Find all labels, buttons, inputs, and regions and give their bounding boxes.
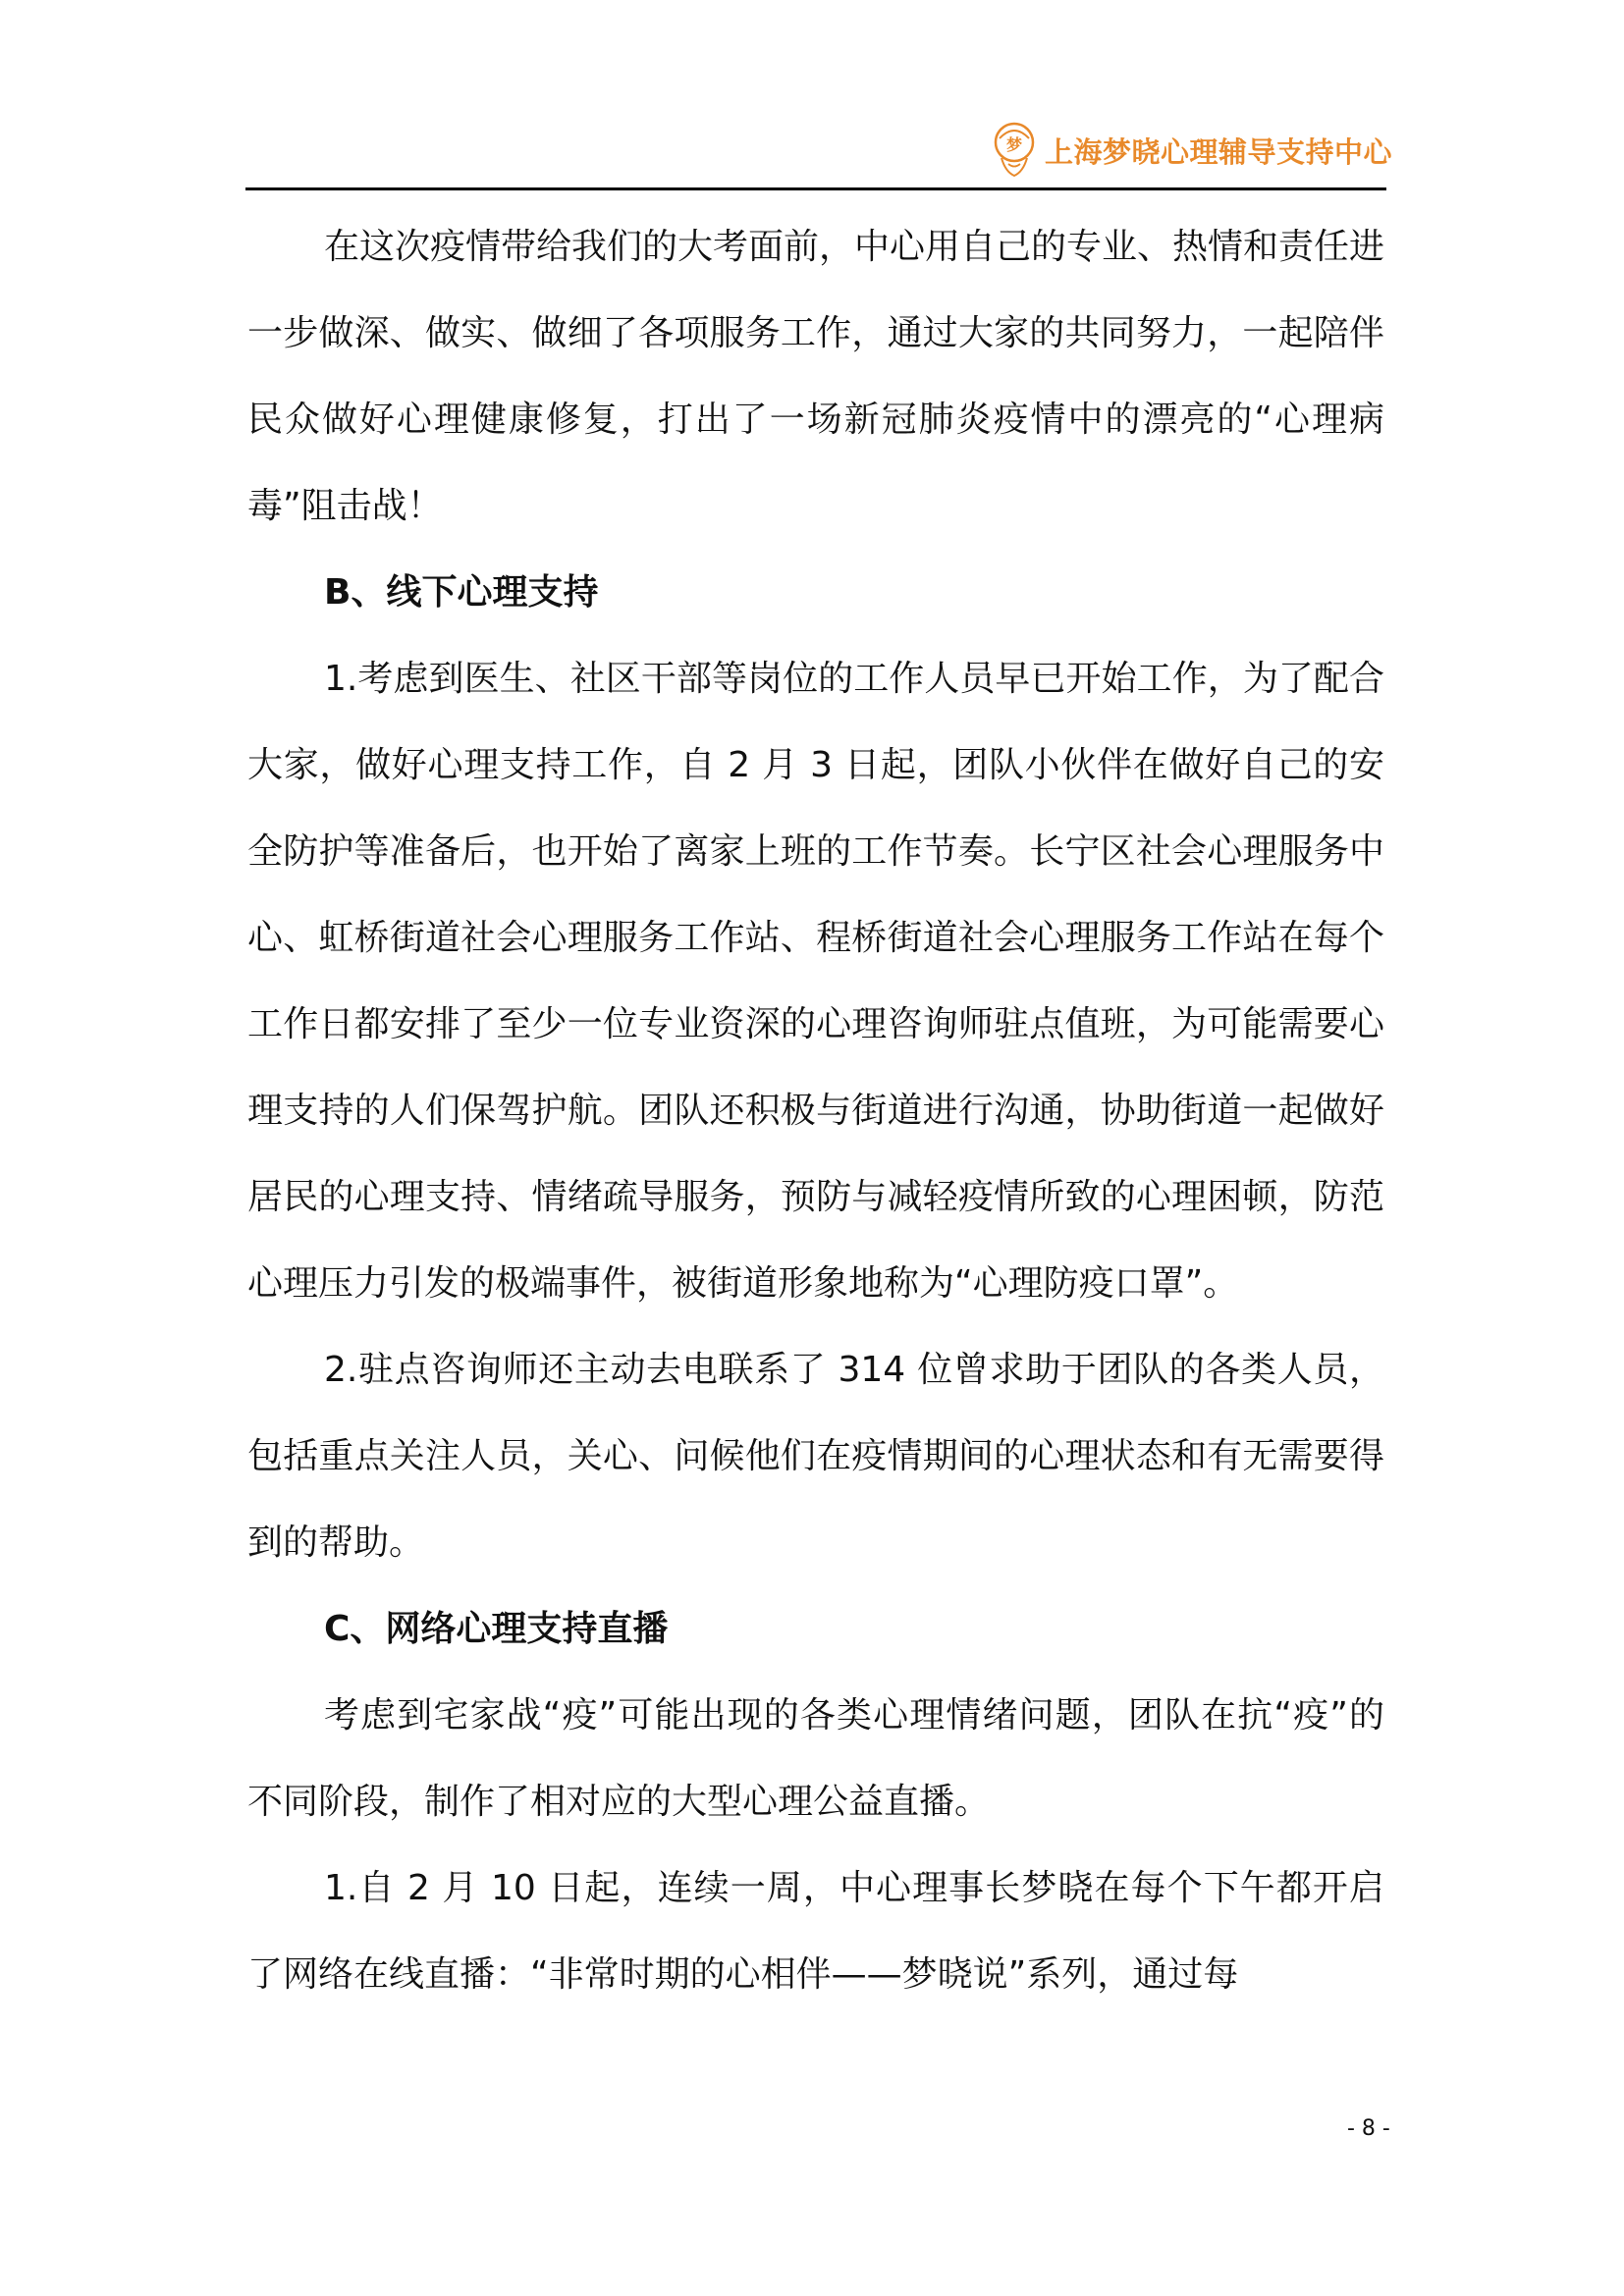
org-logo-icon	[992, 121, 1037, 180]
paragraph-c1	[247, 1845, 1384, 2018]
paragraph-text: 在这次疫情带给我们的大考面前，中心用自己的专业、热情和责任进一步做深、做实、做细了各项服务工作，通过大家的共同努力，一起陪伴民众做好心理健康修复，打出了一场新冠肺炎疫情中的漂亮的“心理病毒”阻击战！	[247, 227, 1385, 526]
page-header	[992, 116, 1392, 185]
page-number: - 8 -	[1347, 2116, 1390, 2141]
heading-text: B、线下心理支持	[324, 572, 599, 613]
paragraph-text: 1.自 2 月 10 日起，连续一周，中心理事长梦晓在每个下午都开启了网络在线直播：“非常时期的心相伴——梦晓说”系列，通过每	[247, 1868, 1384, 1995]
paragraph-b1	[247, 636, 1384, 1327]
paragraph-text: 考虑到宅家战“疫”可能出现的各类心理情绪问题，团队在抗“疫”的不同阶段，制作了相对应的大型心理公益直播。	[247, 1695, 1384, 1822]
paragraph-b2	[247, 1327, 1384, 1586]
heading-text: C、网络心理支持直播	[324, 1609, 669, 1649]
paragraph-text: 1.考虑到医生、社区干部等岗位的工作人员早已开始工作，为了配合大家，做好心理支持工作，自 2 月 3 日起，团队小伙伴在做好自己的安全防护等准备后，也开始了离家上班的工作节奏。长宁区社会心理服务中心、虹桥街道社会心理服务工作站、程桥街道社会心理服务工作站在每个工作日都安排了至少一位专业资深的心理咨询师驻点值班，为可能需要心理支持的人们保驾护航。团队还积极与街道进行沟通，协助街道一起做好居民的心理支持、情绪疏导服务，预防与减轻疫情所致的心理困顿，防范心理压力引发的极端事件，被街道形象地称为“心理防疫口罩”。	[247, 659, 1384, 1304]
header-divider	[245, 187, 1386, 190]
organization-name: 上海梦晓心理辅导支持中心	[1045, 134, 1393, 169]
section-heading-b	[247, 550, 1384, 636]
paragraph-c-intro	[247, 1673, 1384, 1845]
section-heading-c	[247, 1586, 1384, 1673]
paragraph-intro	[247, 204, 1384, 550]
document-body	[247, 204, 1384, 2018]
svg-text:梦: 梦	[1005, 135, 1023, 154]
paragraph-text: 2.驻点咨询师还主动去电联系了 314 位曾求助于团队的各类人员，包括重点关注人员，关心、问候他们在疫情期间的心理状态和有无需要得到的帮助。	[247, 1350, 1384, 1563]
